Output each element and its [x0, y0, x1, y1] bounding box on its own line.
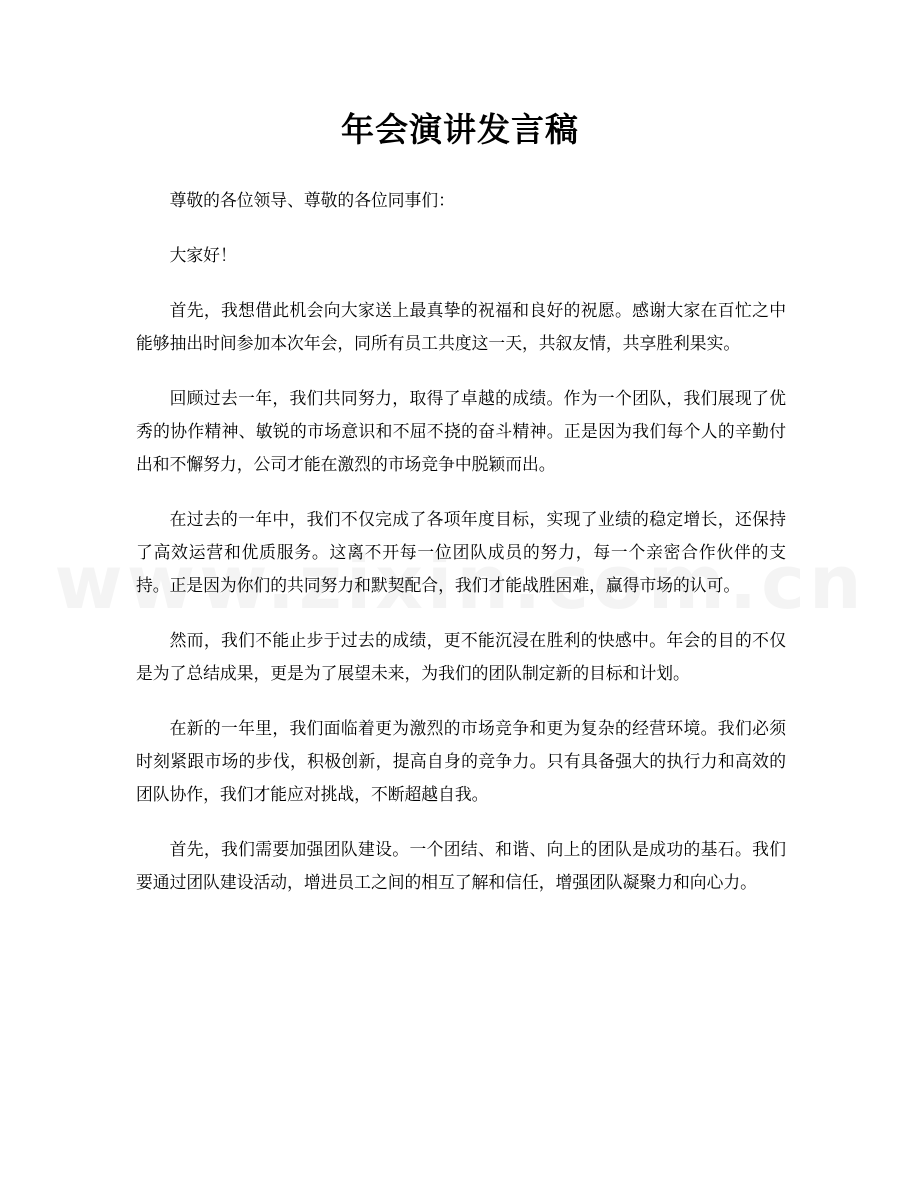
paragraph-team-building: 首先，我们需要加强团队建设。一个团结、和谐、向上的团队是成功的基石。我们要通过团队建设活动，增进员工之间的相互了解和信任，增强团队凝聚力和向心力。	[136, 839, 786, 892]
document-title: 年会演讲发言稿	[341, 110, 579, 149]
paragraph-achievements: 在过去的一年中，我们不仅完成了各项年度目标，实现了业绩的稳定增长，还保持了高效运营和优质服务。这离不开每一位团队成员的努力，每一个亲密合作伙伴的支持。正是因为你们的共同努力和默契配合，我们才能战胜困难，赢得市场的认可。	[136, 509, 786, 595]
paragraph-review: 回顾过去一年，我们共同努力，取得了卓越的成绩。作为一个团队，我们展现了优秀的协作精神、敏锐的市场意识和不屈不挠的奋斗精神。正是因为我们每个人的辛勤付出和不懈努力，公司才能在激烈的市场竞争中脱颖而出。	[136, 388, 786, 474]
paragraph-thanks: 首先，我想借此机会向大家送上最真挚的祝福和良好的祝愿。感谢大家在百忙之中能够抽出时间参加本次年会，同所有员工共度这一天，共叙友情，共享胜利果实。	[136, 300, 786, 353]
salutation: 尊敬的各位领导、尊敬的各位同事们：	[169, 190, 455, 210]
document-body	[136, 184, 786, 921]
paragraph-challenges: 在新的一年里，我们面临着更为激烈的市场竞争和更为复杂的经营环境。我们必须时刻紧跟市场的步伐，积极创新，提高自身的竞争力。只有具备强大的执行力和高效的团队协作，我们才能应对挑战，不断超越自我。	[136, 718, 786, 804]
greeting: 大家好！	[169, 245, 237, 265]
paragraph-outlook: 然而，我们不能止步于过去的成绩，更不能沉浸在胜利的快感中。年会的目的不仅是为了总结成果，更是为了展望未来，为我们的团队制定新的目标和计划。	[136, 630, 786, 683]
